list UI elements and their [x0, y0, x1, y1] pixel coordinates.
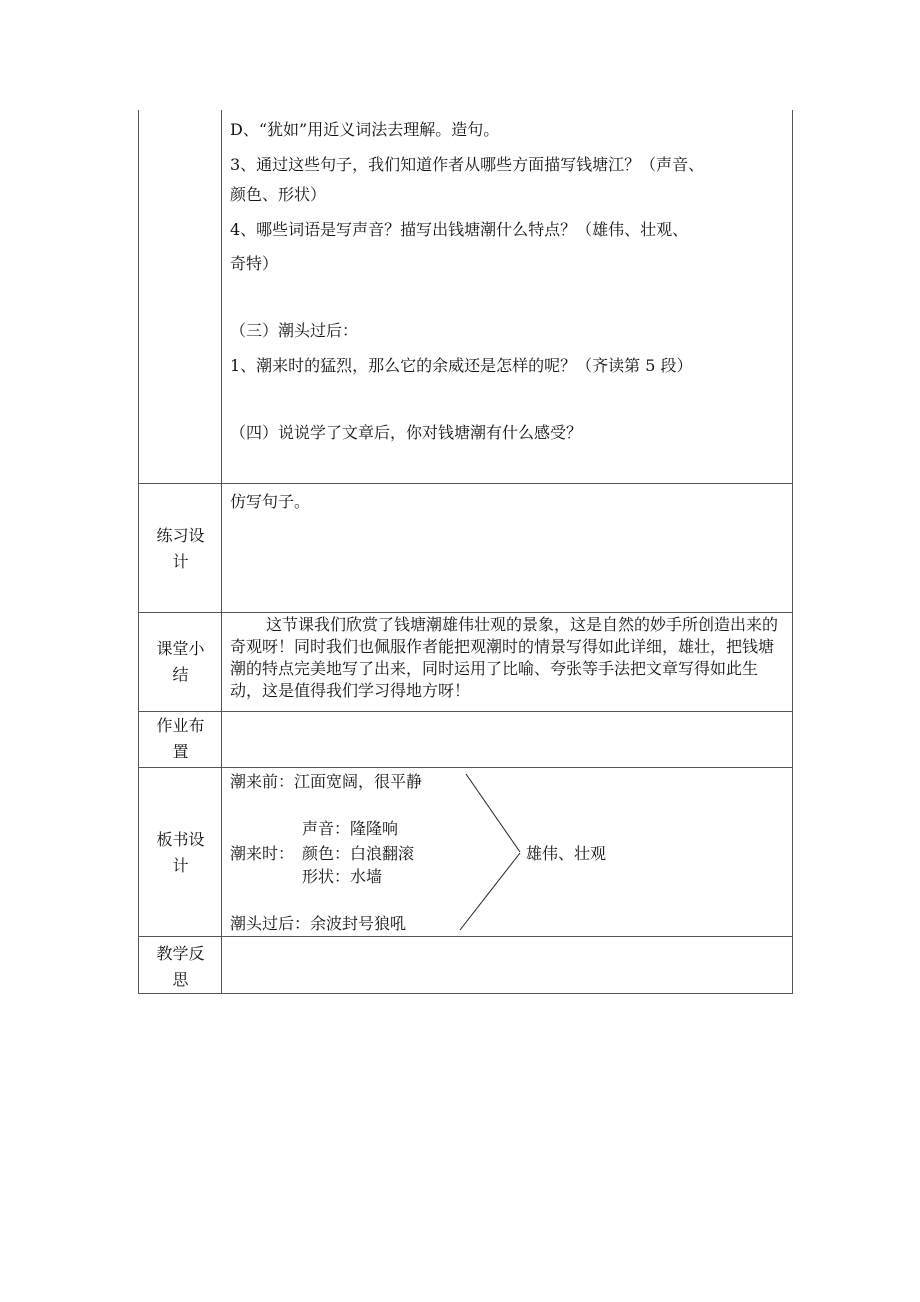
process-line: 奇特） [230, 254, 279, 273]
label-line: 教学反 [156, 944, 205, 963]
process-line: D、“犹如”用近义词法去理解。造句。 [230, 120, 500, 139]
section-heading: （四）说说学了文章后，你对钱塘潮有什么感受？ [230, 423, 583, 442]
label-line: 板书设 [156, 830, 205, 849]
label-line: 结 [172, 665, 189, 684]
label-line: 计 [172, 856, 189, 875]
board-sound: 声音：隆隆响 [302, 819, 399, 838]
board-conclusion: 雄伟、壮观 [526, 844, 607, 863]
label-line: 计 [172, 552, 189, 571]
practice-content: 仿写句子。 [230, 492, 311, 511]
process-line: 1、潮来时的猛烈，那么它的余威还是怎样的呢？（齐读第 5 段） [230, 356, 693, 375]
process-line: 颜色、形状） [230, 185, 327, 204]
board-shape: 形状：水墙 [302, 867, 383, 886]
connector-line-upper [466, 774, 520, 852]
reflection-label [140, 941, 221, 993]
summary-content: 这节课我们欣赏了钱塘潮雄伟壮观的景象，这是自然的妙手所创造出来的奇观呀！同时我们也佩服作者能把观潮时的情景写得如此详细，雄壮，把钱塘潮的特点完美地写了出来，同时运用了比喻、夸张等手法把文章写得如此生动，这是值得我们学习得地方呀！ [230, 615, 779, 700]
board-during-prefix: 潮来时： [230, 844, 295, 863]
board-color: 颜色：白浪翻滚 [302, 844, 415, 863]
process-line: 4、哪些词语是写声音？描写出钱塘潮什么特点？（雄伟、壮观、 [230, 220, 689, 239]
process-line: 3、通过这些句子，我们知道作者从哪些方面描写钱塘江？（声音、 [230, 155, 705, 174]
section-heading: （三）潮头过后： [230, 321, 359, 340]
label-line: 作业布 [156, 716, 205, 735]
label-line: 置 [172, 742, 189, 761]
label-line: 思 [172, 970, 189, 989]
label-line: 练习设 [156, 526, 205, 545]
board-before: 潮来前：江面宽阔，很平静 [230, 772, 423, 791]
label-line: 课堂小 [156, 639, 205, 658]
board-after: 潮头过后：余波封号狼吼 [230, 914, 407, 933]
connector-line-lower [460, 853, 520, 930]
